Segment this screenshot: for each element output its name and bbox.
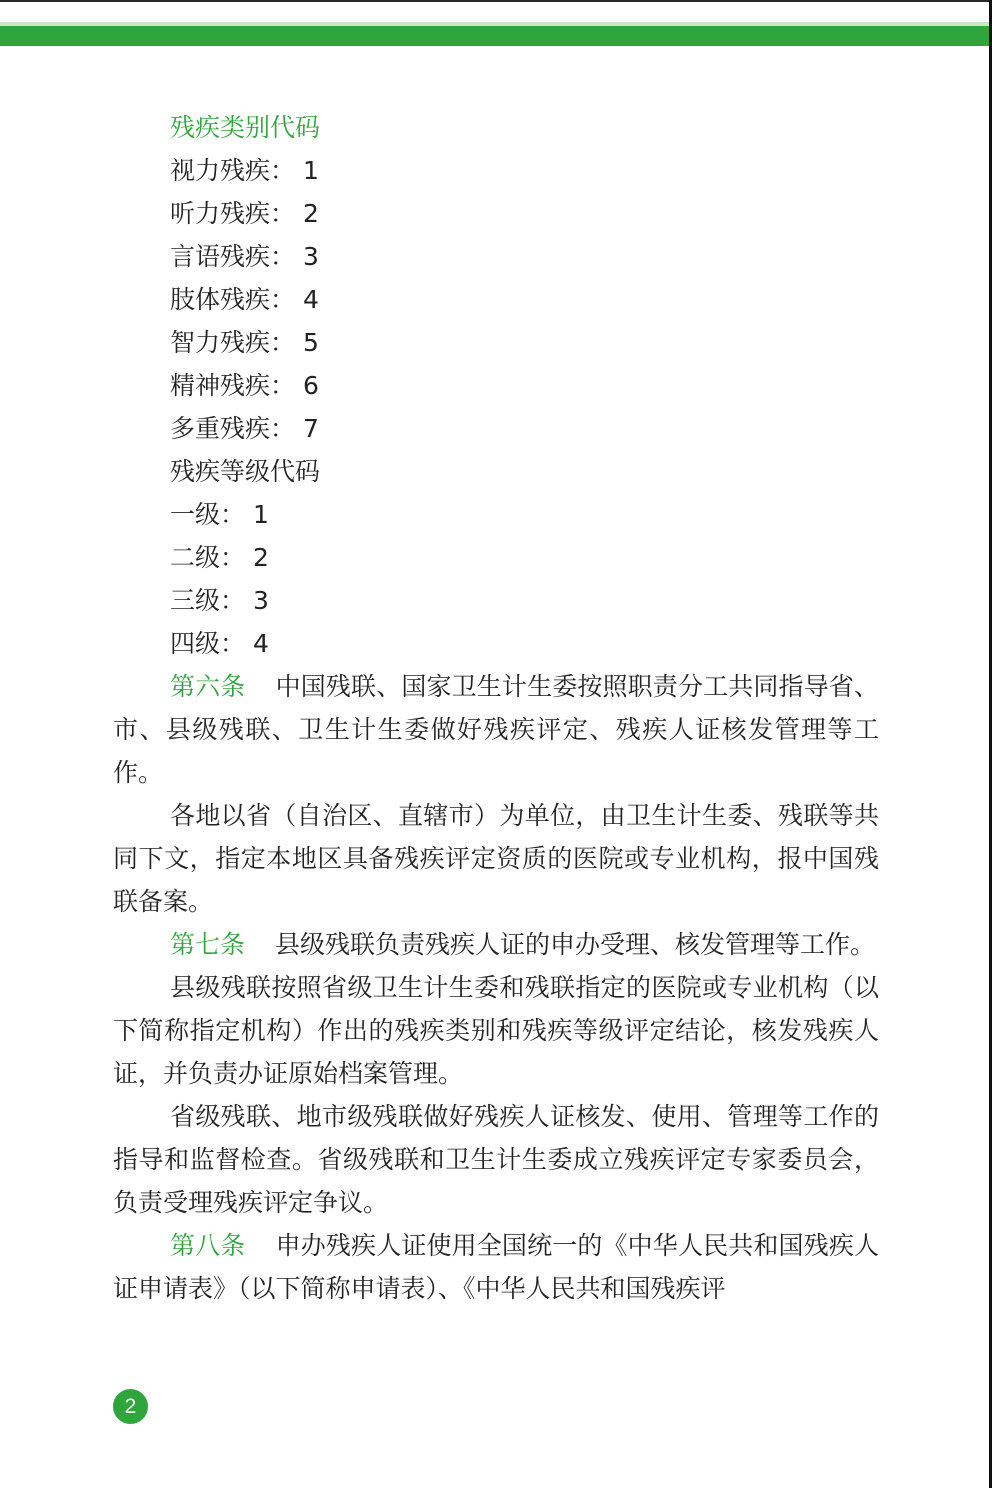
grade-code-title: 残疾等级代码 <box>170 457 321 486</box>
list-item: 精神残疾： 6 <box>170 371 319 400</box>
article-7-heading: 第七条 <box>170 930 246 959</box>
article-7-paragraph-2: 县级残联按照省级卫生计生委和残联指定的医院或专业机构（以下简称指定机构）作出的残疾类别和残疾等级评定结论，核发残疾人证，并负责办证原始档案管理。 <box>113 973 879 1088</box>
list-item: 肢体残疾： 4 <box>170 285 319 314</box>
list-item: 言语残疾： 3 <box>170 242 319 271</box>
header-band <box>0 26 989 46</box>
list-item: 一级： 1 <box>170 500 269 529</box>
category-code-list <box>113 149 879 450</box>
list-item: 二级： 2 <box>170 543 269 572</box>
article-8-paragraph-1: 第八条 申办残疾人证使用全国统一的《中华人民共和国残疾人证申请表》（以下简称申请表）、《中华人民共和国残疾评 <box>113 1231 879 1303</box>
page-number-badge: 2 <box>113 1389 148 1424</box>
article-6-heading: 第六条 <box>170 672 246 701</box>
list-item: 三级： 3 <box>170 586 269 615</box>
document-body <box>113 106 879 1310</box>
article-7-paragraph-1: 第七条 县级残联负责残疾人证的申办受理、核发管理等工作。 <box>170 930 876 959</box>
list-item: 视力残疾： 1 <box>170 156 319 185</box>
article-6-paragraph-1: 第六条 中国残联、国家卫生计生委按照职责分工共同指导省、市、县级残联、卫生计生委做好残疾评定、残疾人证核发管理等工作。 <box>113 672 879 787</box>
list-item: 听力残疾： 2 <box>170 199 319 228</box>
list-item: 多重残疾： 7 <box>170 414 319 443</box>
category-code-title: 残疾类别代码 <box>170 113 321 142</box>
article-7-paragraph-3: 省级残联、地市级残联做好残疾人证核发、使用、管理等工作的指导和监督检查。省级残联和卫生计生委成立残疾评定专家委员会，负责受理残疾评定争议。 <box>113 1102 879 1217</box>
article-8-heading: 第八条 <box>170 1231 246 1260</box>
top-border <box>0 0 992 2</box>
list-item: 智力残疾： 5 <box>170 328 319 357</box>
list-item: 四级： 4 <box>170 629 269 658</box>
grade-code-list <box>113 493 879 665</box>
article-6-paragraph-2: 各地以省（自治区、直辖市）为单位，由卫生计生委、残联等共同下文，指定本地区具备残疾评定资质的医院或专业机构，报中国残联备案。 <box>113 801 879 916</box>
